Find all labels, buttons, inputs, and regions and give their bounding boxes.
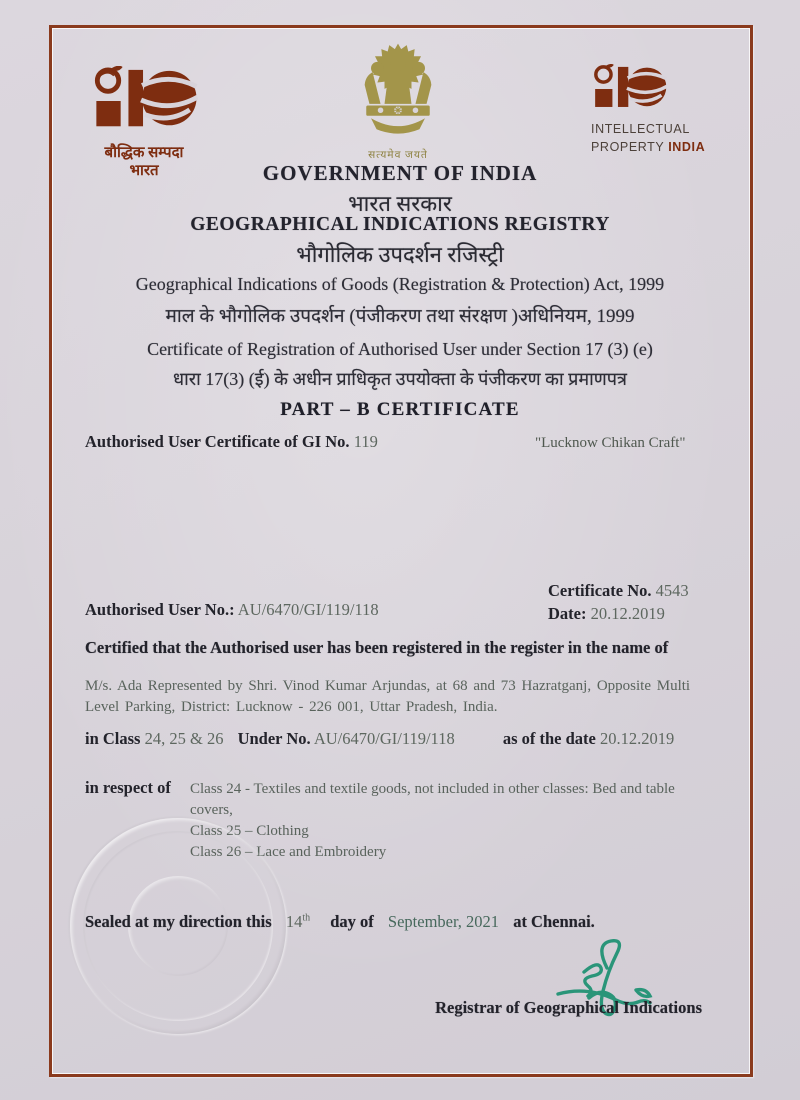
sealed-statement <box>85 912 595 932</box>
registry-title: GEOGRAPHICAL INDICATIONS REGISTRY <box>190 214 610 235</box>
gi-number-value: 119 <box>353 432 378 451</box>
government-of-india-hindi: भारत सरकार <box>348 191 452 216</box>
as-of-date-value: 20.12.2019 <box>599 729 675 748</box>
gi-number-label: Authorised User Certificate of GI No. <box>85 432 350 451</box>
in-class-label: in Class <box>85 729 141 748</box>
authorised-user-number-label: Authorised User No.: <box>85 600 235 619</box>
certificate-number-block <box>548 579 689 625</box>
certificate-title-hindi: धारा 17(3) (ई) के अधीन प्राधिकृत उपयोक्ता के पंजीकरण का प्रमाणपत्र <box>173 369 627 389</box>
class-registration-line <box>85 729 735 749</box>
gi-name: "Lucknow Chikan Craft" <box>535 435 686 451</box>
certificate-number-line <box>548 579 689 602</box>
goods-class-item: Class 26 – Lace and Embroidery <box>190 844 387 860</box>
right-logo-property-text: PROPERTY <box>591 140 665 154</box>
left-logo-caption-line1: बौद्धिक सम्पदा <box>104 145 184 161</box>
ip-logo-icon <box>90 123 198 140</box>
national-emblem <box>340 42 456 162</box>
government-of-india-title: GOVERNMENT OF INDIA <box>262 161 538 185</box>
class-values: 24, 25 & 26 <box>144 729 224 748</box>
right-logo-line2 <box>591 139 731 155</box>
sealed-prefix: Sealed at my direction this <box>85 912 272 931</box>
act-title-english: Geographical Indications of Goods (Registration & Protection) Act, 1999 <box>135 274 665 294</box>
goods-class-item: Class 25 – Clothing <box>190 823 309 839</box>
authorised-user-number-line <box>85 600 379 620</box>
holder-name-address: M/s. Ada Represented by Shri. Vinod Kumar Arjundas, at 68 and 73 Hazratganj, Opposite Multi Level Parking, District: Lucknow - 226 001, Uttar Pradesh, India. <box>85 678 691 715</box>
date-label: Date: <box>548 604 587 623</box>
sealed-day-of-label: day of <box>330 912 374 931</box>
gi-number-line <box>85 432 378 452</box>
lion-capital-emblem-icon <box>350 129 446 146</box>
goods-class-list <box>190 779 695 863</box>
certificate-number-label: Certificate No. <box>548 581 652 600</box>
sealed-place: at Chennai. <box>513 912 595 931</box>
right-logo-india-text: INDIA <box>668 140 706 154</box>
under-no-label: Under No. <box>237 729 311 748</box>
registrar-title: Registrar of Geographical Indications <box>435 998 702 1017</box>
ip-india-logo-right <box>591 64 731 155</box>
sealed-day: 14th <box>285 912 311 931</box>
authorised-user-number-value: AU/6470/GI/119/118 <box>237 600 379 619</box>
sealed-month-year: September, 2021 <box>387 912 500 931</box>
in-respect-of-label: in respect of <box>85 778 171 797</box>
under-no-value: AU/6470/GI/119/118 <box>313 729 455 748</box>
act-title-hindi: माल के भौगोलिक उपदर्शन (पंजीकरण तथा संरक्षण )अधिनियम, 1999 <box>165 306 635 327</box>
right-logo-line1: INTELLECTUAL <box>591 122 690 136</box>
as-of-date-label: as of the date <box>502 729 596 748</box>
certificate-title-english: Certificate of Registration of Authorised User under Section 17 (3) (e) <box>147 339 653 359</box>
ip-logo-icon <box>591 101 667 118</box>
left-logo-caption-line2: भारत <box>129 163 159 179</box>
part-b-certificate-title: PART – B CERTIFICATE <box>280 399 520 420</box>
emblem-motto: सत्यमेव जयते <box>368 150 428 161</box>
date-line <box>548 602 689 625</box>
registry-title-hindi: भौगोलिक उपदर्शन रजिस्ट्री <box>296 242 504 267</box>
certificate-number-value: 4543 <box>655 581 689 600</box>
certified-statement: Certified that the Authorised user has been registered in the register in the name of <box>85 638 669 657</box>
goods-class-item: Class 24 - Textiles and textile goods, not included in other classes: Bed and table covers, <box>190 781 675 818</box>
date-value: 20.12.2019 <box>590 604 665 623</box>
